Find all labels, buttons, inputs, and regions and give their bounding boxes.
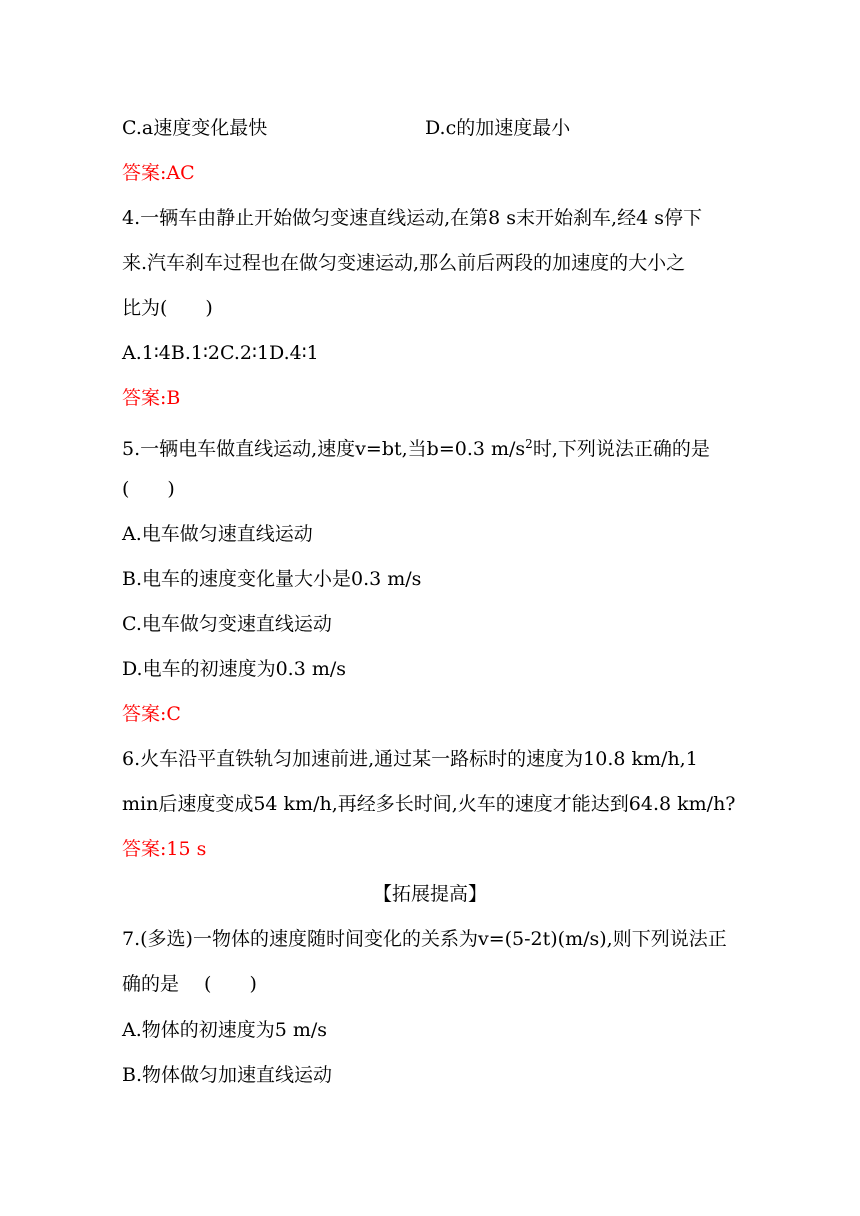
q7-stem-line2: 确的是 ( )	[122, 973, 257, 995]
q7-stem-line1: 7.(多选)一物体的速度随时间变化的关系为v=(5-2t)(m/s),则下列说法正	[122, 928, 727, 950]
q5-stem-line2: ( )	[122, 478, 175, 500]
q3-option-d: D.c的加速度最小	[425, 117, 571, 139]
answer-label: 答案:	[122, 703, 167, 725]
q6-stem-line2: min后速度变成54 km/h,再经多长时间,火车的速度才能达到64.8 km/h?	[122, 793, 736, 815]
answer-value: 15 s	[166, 838, 207, 860]
q5-stem-part2: 时,下列说法正确的是	[532, 438, 710, 460]
answer-value: C	[166, 703, 181, 725]
q5-option-d: D.电车的初速度为0.3 m/s	[122, 658, 347, 680]
q5-stem-line1	[122, 432, 710, 461]
q5-option-b: B.电车的速度变化量大小是0.3 m/s	[122, 568, 422, 590]
section-title: 【拓展提高】	[372, 883, 487, 905]
q5-answer	[122, 702, 181, 726]
answer-value: AC	[166, 162, 195, 184]
q7-option-b: B.物体做匀加速直线运动	[122, 1064, 333, 1086]
q4-options: A.1∶4B.1∶2C.2∶1D.4∶1	[122, 342, 319, 364]
q6-stem-line1: 6.火车沿平直铁轨匀加速前进,通过某一路标时的速度为10.8 km/h,1	[122, 748, 698, 770]
q5-stem-part1: 5.一辆电车做直线运动,速度v=bt,当b=0.3 m/s	[122, 438, 526, 460]
q3-option-c: C.a速度变化最快	[122, 117, 268, 139]
q4-answer	[122, 386, 180, 410]
q3-answer	[122, 161, 195, 185]
q5-superscript: 2	[525, 437, 533, 451]
answer-label: 答案:	[122, 838, 167, 860]
q5-option-a: A.电车做匀速直线运动	[122, 523, 313, 545]
q6-answer	[122, 837, 206, 861]
answer-label: 答案:	[122, 162, 167, 184]
q5-option-c: C.电车做匀变速直线运动	[122, 613, 332, 635]
q4-stem-line2: 来.汽车刹车过程也在做匀变速运动,那么前后两段的加速度的大小之	[122, 252, 686, 274]
q7-option-a: A.物体的初速度为5 m/s	[122, 1019, 328, 1041]
q4-stem-line3: 比为( )	[122, 297, 213, 319]
answer-value: B	[166, 387, 181, 409]
answer-label: 答案:	[122, 387, 167, 409]
q4-stem-line1: 4.一辆车由静止开始做匀变速直线运动,在第8 s末开始刹车,经4 s停下	[122, 207, 702, 229]
